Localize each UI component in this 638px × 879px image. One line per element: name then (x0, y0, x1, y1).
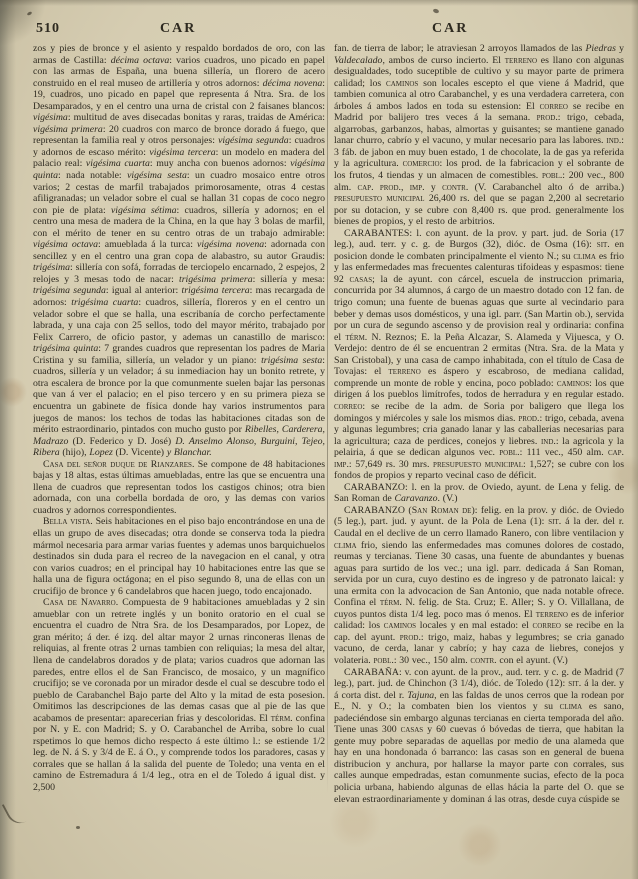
right-column (334, 43, 624, 851)
paragraph: CARABANZO: l. en la prov. de Oviedo, ayunt. de Lena y felig. de San Roman de Caravanzo. (V.) (334, 481, 624, 505)
paragraph: Casa del señor duque de Rianzares. Se compone de 48 habitaciones bajas y 18 altas, estas últimas amuebladas, entre las que se encuentra una llena de cuadros que representan todos los castigos chinos; otra bien adornada, con una corbella bordada de oro, y las demas con varios cuadros y adornos correspondientes. (33, 458, 325, 516)
paragraph: Casa de Navarro. Compuesta de 9 habitaciones amuebladas y 2 sin amueblar con un retrete inglés y un bonito oratorio en el cual se encuentra el cuadro de Ntra Sra. de los Desamparados, por Lopez, de gran mérito; á der. é izq. del altar mayor 2 urnas rinconeras llenas de reliquias, al frente otras 2 urnas tambien con reliquias; la mesa del altar, llena de candelabros dorados y de plata; varios cuadros que adornan las paredes, entre ellos el de San Francisco, de mosaico, y un magnífico crucifijo; se ve coronada por un mirador desde el cual se descubre todo el pueblo de Carabanchel Bajo parte del Alto y la mitad de esta posesion. Omitimos las descripciones de las demas casas que al pie de las que acabamos de presentar: aparecerian frias y descoloridas. El térm. confina por N. y E. con Madrid; S. y O. Carabanchel de Arriba, sobre lo cual rspetimos lo que hemos dicho respecto á este último l.: se estiende 1/2 leg. de N. á S. y 3/4 de E. á O., y comprende todos los paradores, casas y corrales que se hallan á la salida del puente de Toledo; una venta en el camino de Estremadura á 1/4 leg., otra en el de Toledo á igual dist. y 2,500 (33, 597, 325, 793)
paragraph: Bella vista. Seis habitaciones en el piso bajo encontrándose en una de ellas un grupo de aves disecadas; otra donde se conserva toda la piedra mármol necesaria para armar varias fuentes y ademas unos barquichuelos destinados sin duda para el recreo de la navegacion en el canal, y otra con varios cuadros; en el principal hay 10 habitaciones entre las que se halla una de figura octágona; en el piso segundo 8, una de ellas con un crucifijo de bronce y 6 candelabros que hacen juego, todo encajonado. (33, 516, 325, 597)
page-top-edge-shadow (0, 0, 638, 6)
column-divider-rule (327, 52, 328, 794)
paragraph: fan. de tierra de labor; le atraviesan 2 arroyos llamados de las Piedras y Valdecalado, ambos de curso incierto. El terreno es llano con algunas desigualdades, todo suceptible de cultivo y su mayor parte de primera calidad; los caminos son locales escepto el que viene á Madrid, que tambien comunica al otro Carabanchel, y es una verdadera carretera, con árboles á ambos lados en toda su estension: El correo se recibe en Madrid por balijero tres veces á la semana. prod.: trigo, cebada, algarrobas, garbanzos, habas, almortas y guisantes; se mantiene ganado lanar churro, cabrío y el vacuno, y mular necesario para las labores. ind.: 3 fáb. de jabon en muy buen estado, 1 de chocolate, la de gas ya referida y la agricultura. comercio: los prod. de la fabricacion y el sobrante de los frutos, 4 tiendas y un almacen de comestibles. pobl.: 200 vec., 800 alm. cap. prod., imp. y contr. (V. Carabanchel alto ó de arriba.) presupuesto municipal 26,400 rs. del que se pagan 2,200 al secretario por su dotacion, y se cubre con 8,400 rs. que prod. generalmente los bienes de propios, y el resto de arbitrios. (334, 43, 624, 228)
left-column (33, 43, 325, 837)
ink-speck (432, 8, 439, 14)
paragraph: CARABAÑA: v. con ayunt. de la prov., aud. terr. y c. g. de Madrid (7 leg.), part. jud. de Chinchon (3 1/4), dióc. de Toledo (12): sit. á la der. y á corta dist. del r. Tajuna, en las faldas de unos cerros que la rodean por E., N. y O.; la combaten bien los vientos y su clima es sano, padeciéndose sin embargo algunas tercianas en cierta temporada del año. Tiene unas 300 casas y 60 cuevas ó bóvedas de tierra, que habitan la gente muy pobre separadas de aquellas por medio de una alameda que hay en una hondonada ó barranco: las casas son en general de buena distribucion y anchura, por hallarse la mayor parte con corrales, sus calles aunque empedradas, estan comunmente sucias, efecto de la poca policia urbana, habiendo algunas de ellas hácia la parte del O. que se elevan estraordinariamente y dominan á las otras, desde cuya cúspide se (334, 666, 624, 805)
paragraph: CARABANTES: l. con ayunt. de la prov. y part. jud. de Soria (17 leg.), aud. terr. y c. g. de Burgos (32), dióc. de Osma (16): sit. en posicion donde le combaten principalmente el viento N.; su clima es frio y las enfermedades mas frecuentes calenturas tifoideas y espasmos: tiene 92 casas; la de ayunt. con cárcel, escuela de instruccion primaria, concurrida por 34 alumnos, á cargo de un maestro dotado con 12 fan. de trigo comun; una fuente de buenas aguas que surte al vecindario para beber y demas usos domésticos, y una igl. parr. (San Martin ob.), servida por un cura de segundo ascenso y de provision real y ordinaria: confina el térm. N. Reznos; E. la Peña Alcazar, S. Alameda y Vijuesca, y O. Verdejo: dentro de él se encuentran 2 ermitas (Ntra. Sra. de la Mata y San Cristobal), y una casa de campo inhabitada, con el título de Casa de Tovajas: el terreno es áspero y escabroso, de mediana calidad, comprende un monte de roble y encina, poco poblado: caminos: los que dirigen á los pueblos limítrofes, todos de herradura y en regular estado. correo: se recibe de la adm. de Soria por baligero que llega los domingos y miércoles y sale los mismos dias. prod.: trigo, cebada, avena y algunas legumbres; cria ganado lanar y las caballerias necesarias para la agricultura; caza de perdices, conejos y liebres. ind.: la agricola y la pelairia, á que se dedican algunos vec. pobl.: 111 vec., 450 alm. cap. imp.: 57,649 rs. 30 mrs. presupuesto municipal: 1,527; se cubre con los fondos de propios y reparto vecinal caso de déficit. (334, 227, 624, 482)
paragraph: zos y pies de bronce y el asiento y respaldo bordados de oro, con las armas de Castilla: décima octava: varios cuadros, uno picado en papel con las armas de España, una buena sillería, un florero de acero construido en el real museo de artillería y otros adornos: décima novena: 19, cuadros, uno picado en papel que representa á Ntra. Sra. de los Desamparados, y en el centro una urna de cristal con 2 faisanes blancos: vigésima: multitud de aves disecadas bonitas y raras, traidas de América: vigésima primera: 20 cuadros con marco de bronce dorado á fuego, que representan la familia real y otros personajes: vigésima segunda: cuadros y adornos de escaso mérito: vigésima tercera: un modelo en madera del palacio real: vigésima cuarta: muy ancha con buenos adornos: vigésima quinta: nada notable: vigésima sesta: un cuadro mosaico entre otros varios; 2 cestas de marfil trabajados primorosamente, otras 4 cestas afiligranadas; un velador sobre el cual se hallan 31 copas de coco negro con pie de plata: vigésima sétima: cuadros, sillería y adornos; en el centro una mesa de madera de la China, en la que hay 3 bolas de marfil, con el mérito de tener en su centro otras de un trabajo admirable: vigésima octava: amueblada á la turca: vigésima novena: adornada con sencillez y en el centro una gran copa de alabastro, su autor Graudis: trigésima: sillería con sofá, forradas de terciopelo encarnado, 2 espejos, 2 relojes y 3 mesas todo de nacar: trigésima primera: sillería y mesa: trigésima segunda: igual al anterior: trigésima tercera: mas recargada de adornos: trigésima cuarta: cuadros, sillería, floreros y en el centro un velador sobre el que se halla, una escribanía de corcho perfectamente labrada, y una caja con 25 sellos, todo del mayor mérito, trabajado por Felix Carrero, de oficio pastor, y ademas un canastillo de marisco: trigésima quinta: 7 grandes cuadros que representan los padres de Maria Cristina y su familia, sillería, un velador y un piano: trigésima sesta: cuadros, sillería y un velador; á su inmediacion hay un bonito retrete, y otra escalera de bronce por la que comunmente suelen bajar las personas que van á ver el palacio; en el piso tercero y en su primera pieza se encuentra un gabinete de física donde hay varios instrumentos para juegos de manos: los techos de todas las habitaciones citadas son de mérito estraordinario, pintados con mucho gusto por Ribelles, Carderera, Madrazo (D. Federico y D. José) D. Anselmo Alonso, Burguini, Tejeo, Ribera (hijo), Lopez (D. Vicente) y Blanchar. (33, 43, 325, 459)
binding-gutter-shadow (0, 0, 16, 879)
paragraph: CARABANZO (San Roman de): felig. en la prov. y dióc. de Oviedo (5 leg.), part. jud. y ayunt. de la Pola de Lena (1): sit. á la der. del r. Caudal en el declive de un cerro llamado Ranero, con libre ventilacion y clima frio, siendo las enfermedades mas comunes dolores de costado, reumas y tercianas. Tiene 30 casas, una fuente de abundantes y buenas aguas para surtido de los vec.; una igl. parr. dedicada á San Roman, servida por un cura, cuyo destino es de ingreso y de patronato laical: y una ermita con la advocacion de San Antonio, que nada notable ofrece. Confina el térm. N. felig. de Sta. Cruz; E. Aller; S. y O. Villallana, de cuyos puntos dista 1/4 leg. poco mas ó menos. El terreno es de inferior calidad: los caminos locales y en mal estado: el correo se recibe en la cap. del ayunt. prod.: trigo, maiz, habas y legumbres; se cria ganado vacuno, de cerda, lanar y cabrío; y hay caza de liebres, conejos y volateria. pobl.: 30 vec., 150 alm. contr. con el ayunt. (V.) (334, 504, 624, 666)
ink-speck (27, 11, 33, 16)
running-head-right: CAR (432, 21, 469, 36)
page-number: 510 (36, 21, 60, 36)
ink-speck (76, 826, 80, 829)
page-right-edge-shadow (631, 0, 638, 879)
running-head-left: CAR (160, 21, 197, 36)
